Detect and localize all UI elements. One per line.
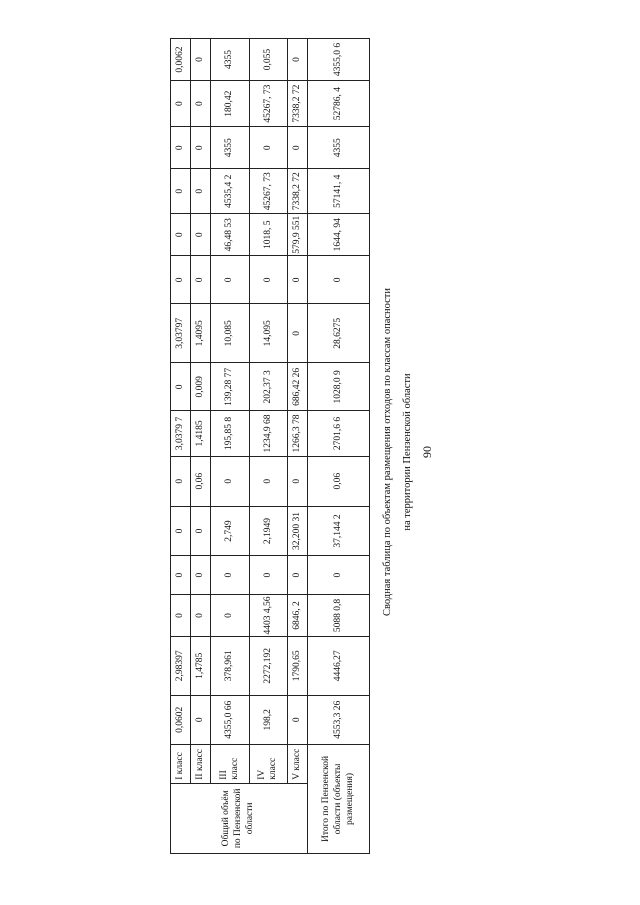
table-row-class-1	[171, 39, 191, 854]
table-cell: 4355,0 6	[308, 39, 370, 81]
table-cell: 0	[211, 456, 249, 506]
table-cell: 0	[191, 556, 211, 595]
table-cell: 0	[288, 39, 308, 81]
table-cell: 0	[211, 256, 249, 304]
table-cell: 0,009	[191, 363, 211, 411]
table-cell: 52786, 4	[308, 81, 370, 127]
table-row-class-5	[288, 39, 308, 854]
table-cell: 0,0602	[171, 695, 191, 744]
table-cell: 1234,9 68	[249, 411, 287, 456]
table-cell: 0	[191, 39, 211, 81]
total-label-cell: Итого по Пензенской области (объекты размещения)	[308, 744, 370, 853]
table-cell: 0	[171, 256, 191, 304]
class-label-cell: II класс	[191, 744, 211, 783]
table-cell: 4355	[211, 127, 249, 169]
table-cell: 0	[211, 594, 249, 636]
table-cell: 180,42	[211, 81, 249, 127]
table-cell: 32,200 31	[288, 506, 308, 555]
table-cell: 195,85 8	[211, 411, 249, 456]
page-number: 90	[420, 446, 434, 458]
table-cell: 4355	[211, 39, 249, 81]
table-cell: 0	[191, 506, 211, 555]
table-cell: 0	[288, 304, 308, 363]
table-cell: 1,4185	[191, 411, 211, 456]
table-cell: 0	[288, 556, 308, 595]
table-cell: 0	[191, 169, 211, 214]
table-cell: 45267, 73	[249, 169, 287, 214]
table-cell: 0,055	[249, 39, 287, 81]
table-cell: 2272,192	[249, 636, 287, 695]
table-cell: 0	[171, 81, 191, 127]
table-cell: 378,961	[211, 636, 249, 695]
table-cell: 4553,3 26	[308, 695, 370, 744]
table-cell: 0	[249, 556, 287, 595]
class-label-cell: IV класс	[249, 744, 287, 783]
class-label-cell: III класс	[211, 744, 249, 783]
table-cell: 45267, 73	[249, 81, 287, 127]
table-cell: 1,4095	[191, 304, 211, 363]
table-cell: 0	[249, 456, 287, 506]
table-row-class-2	[191, 39, 211, 854]
table-cell: 4446,27	[308, 636, 370, 695]
table-cell: 1028,0 9	[308, 363, 370, 411]
table-cell: 1790,65	[288, 636, 308, 695]
table-cell: 0	[171, 169, 191, 214]
table-cell: 0	[211, 556, 249, 595]
table-caption-line-2: на территории Пензенской области	[402, 373, 413, 531]
table-cell: 579,9 551	[288, 214, 308, 256]
table-cell: 1266,3 78	[288, 411, 308, 456]
table-caption-line-1: Сводная таблица по объектам размещения отходов по классам опасности	[382, 287, 393, 617]
table-cell: 3,0379 7	[171, 411, 191, 456]
table-cell: 0	[288, 456, 308, 506]
waste-summary-table	[170, 38, 370, 854]
table-cell: 2,1949	[249, 506, 287, 555]
table-cell: 0	[171, 506, 191, 555]
table-body	[171, 39, 370, 854]
table-cell: 2,749	[211, 506, 249, 555]
class-label-cell: I класс	[171, 744, 191, 783]
table-cell: 0,06	[308, 456, 370, 506]
table-cell: 0	[191, 256, 211, 304]
table-cell: 37,144 2	[308, 506, 370, 555]
table-cell: 7338,2 72	[288, 169, 308, 214]
table-cell: 0	[288, 695, 308, 744]
table-cell: 46,48 53	[211, 214, 249, 256]
table-cell: 14,095	[249, 304, 287, 363]
table-cell: 4403 4,56	[249, 594, 287, 636]
table-cell: 0	[171, 127, 191, 169]
table-cell: 0	[171, 456, 191, 506]
table-cell: 0	[191, 214, 211, 256]
table-cell: 0	[171, 214, 191, 256]
rotated-page-content	[170, 22, 470, 882]
table-cell: 1644, 94	[308, 214, 370, 256]
table-cell: 139,28 77	[211, 363, 249, 411]
group-label-cell: Общий объём по Пензенской области	[171, 783, 308, 853]
table-cell: 0	[288, 256, 308, 304]
table-cell: 0	[249, 256, 287, 304]
table-cell: 0	[191, 81, 211, 127]
table-cell: 0	[191, 127, 211, 169]
table-cell: 7338,2 72	[288, 81, 308, 127]
table-cell: 3,03797	[171, 304, 191, 363]
table-cell: 0	[249, 127, 287, 169]
table-cell: 0	[171, 594, 191, 636]
class-label-cell: V класс	[288, 744, 308, 783]
table-cell: 0	[171, 556, 191, 595]
table-cell: 57141, 4	[308, 169, 370, 214]
table-row-class-4	[249, 39, 287, 854]
table-cell: 0	[171, 363, 191, 411]
table-cell: 4355	[308, 127, 370, 169]
table-cell: 0	[308, 556, 370, 595]
table-cell: 10,085	[211, 304, 249, 363]
table-cell: 1,4785	[191, 636, 211, 695]
table-row-total	[308, 39, 370, 854]
table-cell: 0	[308, 256, 370, 304]
table-cell: 28,6275	[308, 304, 370, 363]
table-cell: 4355,0 66	[211, 695, 249, 744]
table-cell: 0,06	[191, 456, 211, 506]
table-cell: 0	[191, 695, 211, 744]
table-cell: 198,2	[249, 695, 287, 744]
table-cell: 5088 0,8	[308, 594, 370, 636]
table-cell: 202,37 3	[249, 363, 287, 411]
table-cell: 0,0062	[171, 39, 191, 81]
table-cell: 6846, 2	[288, 594, 308, 636]
table-cell: 2701,6 6	[308, 411, 370, 456]
table-cell: 2,98397	[171, 636, 191, 695]
table-cell: 0	[191, 594, 211, 636]
table-cell: 4535,4 2	[211, 169, 249, 214]
table-row-class-3	[211, 39, 249, 854]
table-cell: 0	[288, 127, 308, 169]
table-cell: 1018, 5	[249, 214, 287, 256]
table-cell: 686,42 26	[288, 363, 308, 411]
